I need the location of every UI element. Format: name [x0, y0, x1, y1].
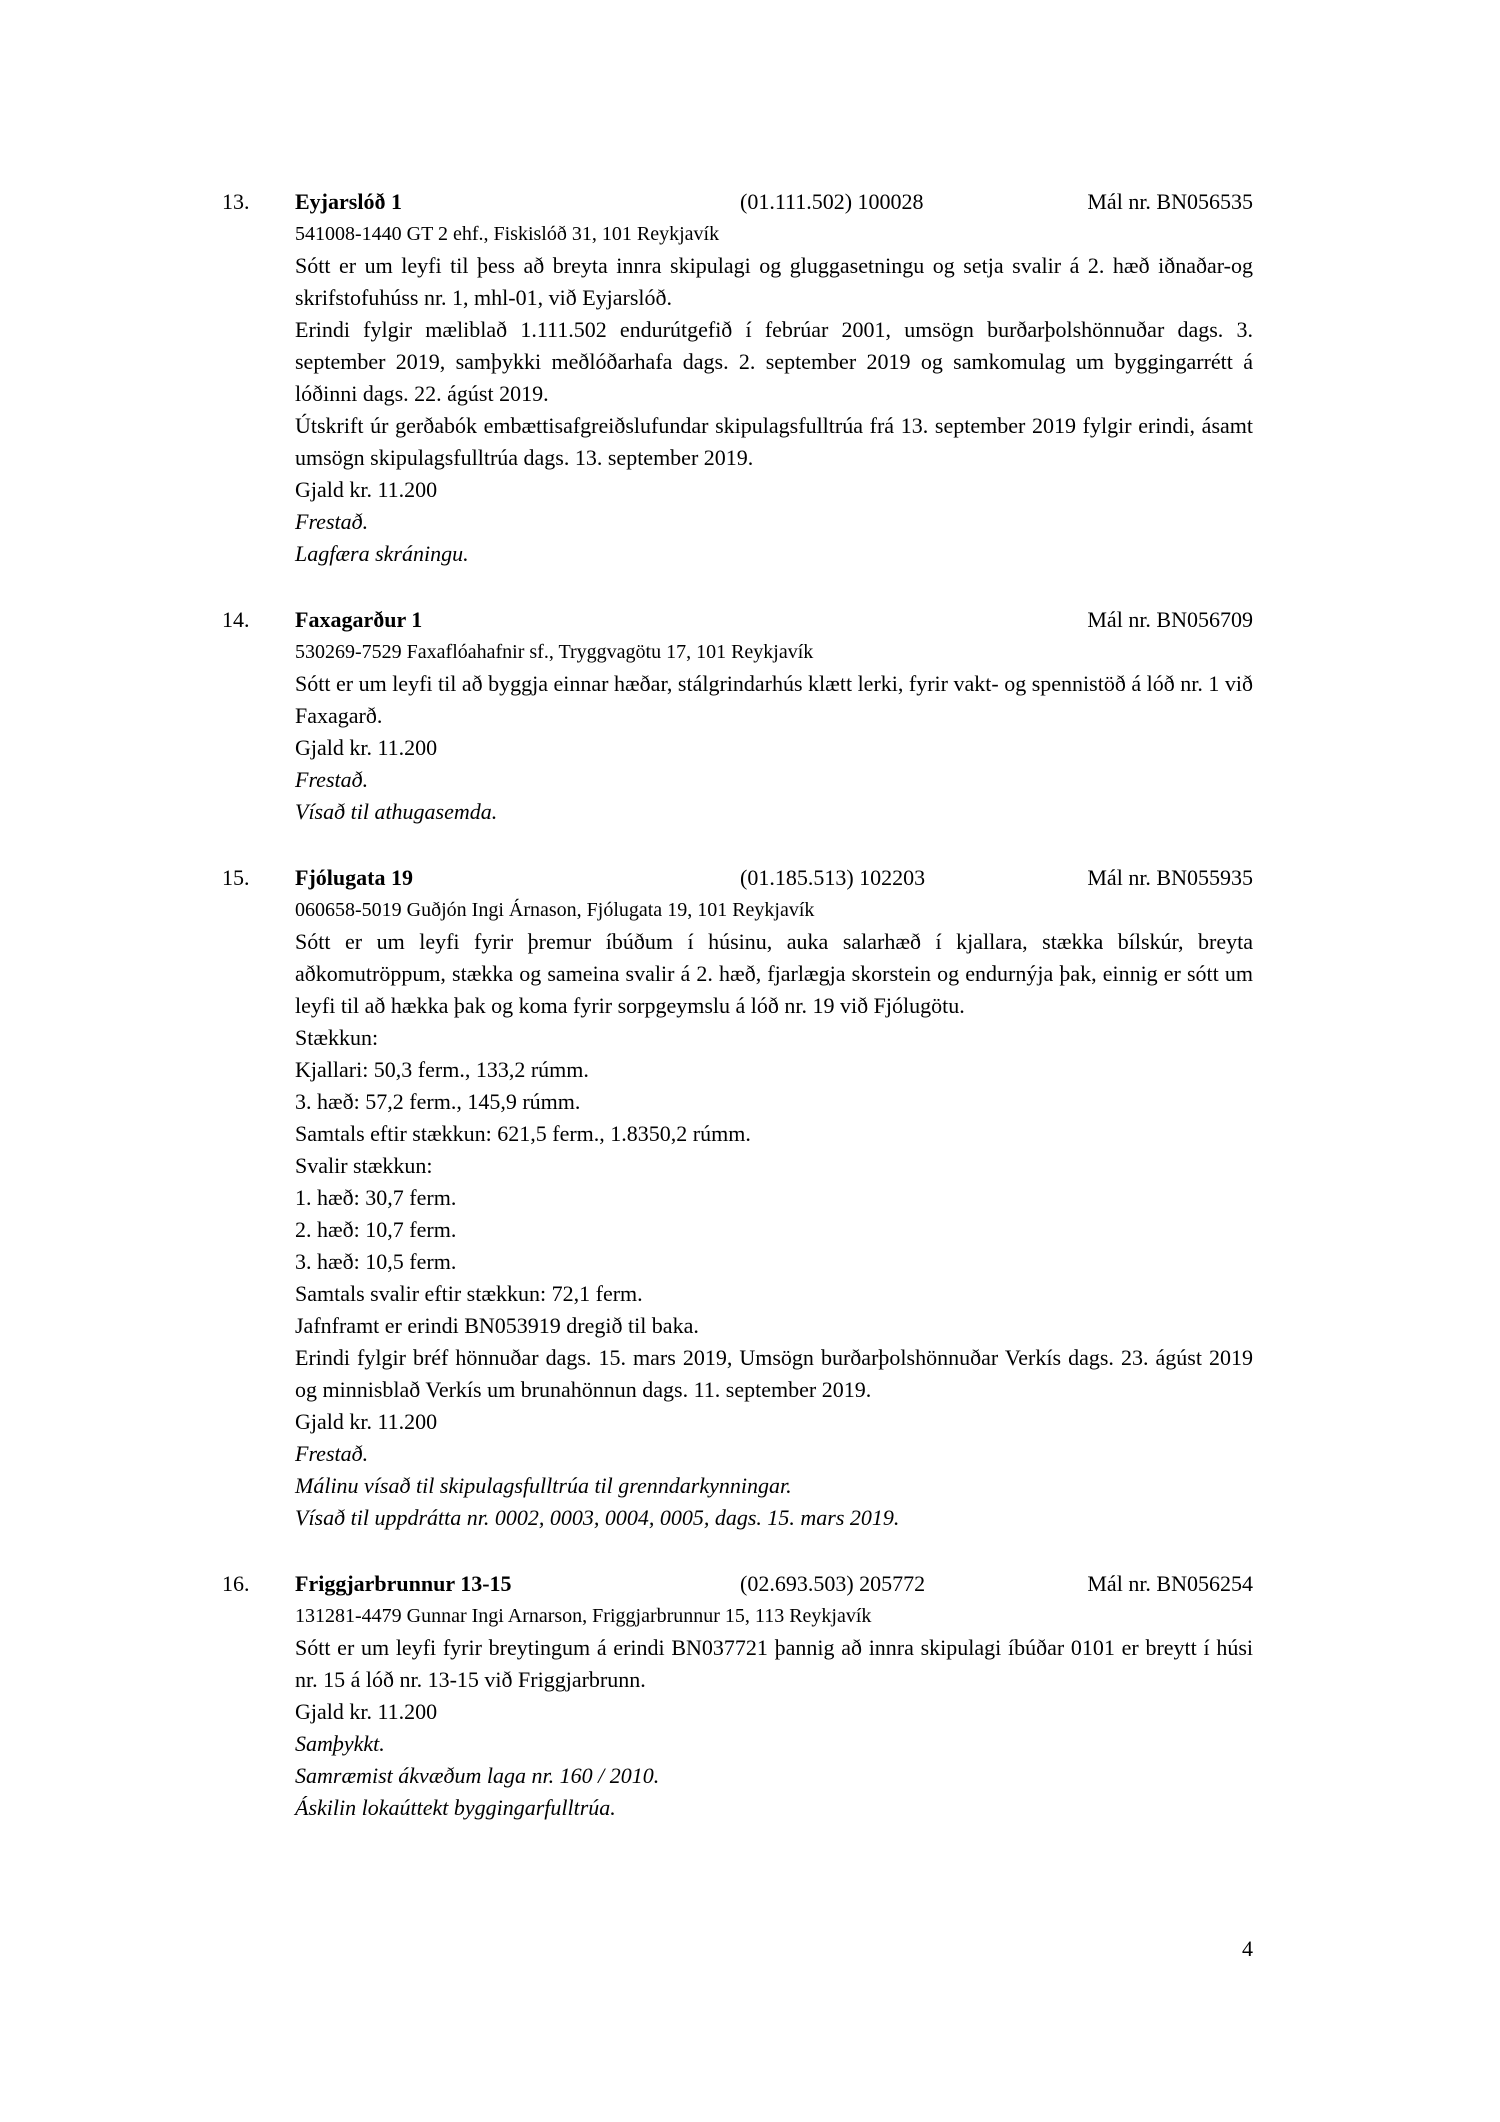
item-number: 13. — [222, 189, 250, 214]
fee-line: Gjald kr. 11.200 — [295, 1409, 438, 1434]
decision-line: Áskilin lokaúttekt byggingarfulltrúa. — [295, 1795, 616, 1820]
measurement-line: Samtals eftir stækkun: 621,5 ferm., 1.8350,2 rúmm. — [295, 1121, 751, 1146]
item-owner: 530269-7529 Faxaflóahafnir sf., Tryggvagötu 17, 101 Reykjavík — [295, 641, 814, 663]
item-owner: 541008-1440 GT 2 ehf., Fiskislóð 31, 101 Reykjavík — [295, 223, 720, 245]
page-number: 4 — [1242, 1936, 1253, 1961]
decision-line: Málinu vísað til skipulagsfulltrúa til grenndarkynningar. — [295, 1473, 792, 1498]
item-title: Faxagarður 1 — [295, 607, 423, 632]
item-header — [222, 604, 1253, 636]
measurement-line: 3. hæð: 10,5 ferm. — [295, 1249, 457, 1274]
measurement-line: Samtals svalir eftir stækkun: 72,1 ferm. — [295, 1281, 643, 1306]
item-header — [222, 1568, 1253, 1600]
permit-item — [222, 186, 1253, 570]
paragraph: Erindi fylgir mæliblað 1.111.502 endurútgefið í febrúar 2001, umsögn burðarþolshönnuðar dags. 3. september 2019, samþykki meðlóðarhafa dags. 2. september 2019 og samkomulag um byggingarrétt á lóðinni dags. 22. ágúst 2019. — [295, 317, 1253, 406]
paragraph: Sótt er um leyfi fyrir þremur íbúðum í húsinu, auka salarhæð í kjallara, stækka bílskúr, breyta aðkomutröppum, stækka og sameina svalir á 2. hæð, fjarlægja skorstein og endurnýja þak, einnig er sótt um leyfi til að hækka þak og koma fyrir sorpgeymslu á lóð nr. 19 við Fjólugötu. — [295, 929, 1253, 1018]
item-reference: (01.111.502) 100028 — [740, 189, 924, 214]
decision-line: Lagfæra skráningu. — [295, 541, 469, 566]
item-case-number: Mál nr. BN055935 — [1087, 865, 1253, 890]
paragraph: Sótt er um leyfi fyrir breytingum á erindi BN037721 þannig að innra skipulagi íbúðar 0101 er breytt í húsi nr. 15 á lóð nr. 13-15 við Friggjarbrunn. — [295, 1635, 1253, 1692]
item-number: 14. — [222, 607, 250, 632]
decision-line: Vísað til uppdrátta nr. 0002, 0003, 0004, 0005, dags. 15. mars 2019. — [295, 1505, 900, 1530]
item-owner: 131281-4479 Gunnar Ingi Arnarson, Friggjarbrunnur 15, 113 Reykjavík — [295, 1605, 872, 1627]
permit-item — [222, 1568, 1253, 1824]
paragraph: Sótt er um leyfi til að byggja einnar hæðar, stálgrindarhús klætt lerki, fyrir vakt- og spennistöð á lóð nr. 1 við Faxagarð. — [295, 671, 1253, 728]
measurement-line: Jafnframt er erindi BN053919 dregið til baka. — [295, 1313, 699, 1338]
decision-line: Frestað. — [295, 1441, 369, 1466]
item-reference: (02.693.503) 205772 — [740, 1571, 926, 1596]
item-case-number: Mál nr. BN056535 — [1087, 189, 1253, 214]
fee-line: Gjald kr. 11.200 — [295, 735, 438, 760]
paragraph: Sótt er um leyfi til þess að breyta innra skipulagi og gluggasetningu og setja svalir á 2. hæð iðnaðar-og skrifstofuhúss nr. 1, mhl-01, við Eyjarslóð. — [295, 253, 1253, 310]
item-reference: (01.185.513) 102203 — [740, 865, 926, 890]
measurement-line: 2. hæð: 10,7 ferm. — [295, 1217, 457, 1242]
item-body — [295, 218, 1253, 570]
decision-line: Frestað. — [295, 509, 369, 534]
item-case-number: Mál nr. BN056254 — [1087, 1571, 1253, 1596]
item-header — [222, 862, 1253, 894]
item-number: 16. — [222, 1571, 250, 1596]
item-body — [295, 894, 1253, 1534]
decision-line: Samþykkt. — [295, 1731, 385, 1756]
fee-line: Gjald kr. 11.200 — [295, 1699, 438, 1724]
item-title: Fjólugata 19 — [295, 865, 413, 890]
item-owner: 060658-5019 Guðjón Ingi Árnason, Fjólugata 19, 101 Reykjavík — [295, 899, 815, 921]
permit-item — [222, 604, 1253, 828]
decision-line: Vísað til athugasemda. — [295, 799, 498, 824]
item-header — [222, 186, 1253, 218]
measurement-line: Svalir stækkun: — [295, 1153, 433, 1178]
item-case-number: Mál nr. BN056709 — [1087, 607, 1253, 632]
item-body — [295, 1600, 1253, 1824]
measurement-line: 1. hæð: 30,7 ferm. — [295, 1185, 457, 1210]
permit-item — [222, 862, 1253, 1534]
measurement-line: Stækkun: — [295, 1025, 379, 1050]
measurement-line: 3. hæð: 57,2 ferm., 145,9 rúmm. — [295, 1089, 581, 1114]
measurement-line: Kjallari: 50,3 ferm., 133,2 rúmm. — [295, 1057, 589, 1082]
fee-line: Gjald kr. 11.200 — [295, 477, 438, 502]
paragraph: Erindi fylgir bréf hönnuðar dags. 15. mars 2019, Umsögn burðarþolshönnuðar Verkís dags. 23. ágúst 2019 og minnisblað Verkís um brunahönnun dags. 11. september 2019. — [295, 1345, 1253, 1402]
item-title: Eyjarslóð 1 — [295, 189, 402, 214]
decision-line: Frestað. — [295, 767, 369, 792]
item-body — [295, 636, 1253, 828]
item-number: 15. — [222, 865, 250, 890]
paragraph: Útskrift úr gerðabók embættisafgreiðslufundar skipulagsfulltrúa frá 13. september 2019 fylgir erindi, ásamt umsögn skipulagsfulltrúa dags. 13. september 2019. — [295, 413, 1253, 470]
item-title: Friggjarbrunnur 13-15 — [295, 1571, 512, 1596]
decision-line: Samræmist ákvæðum laga nr. 160 / 2010. — [295, 1763, 660, 1788]
